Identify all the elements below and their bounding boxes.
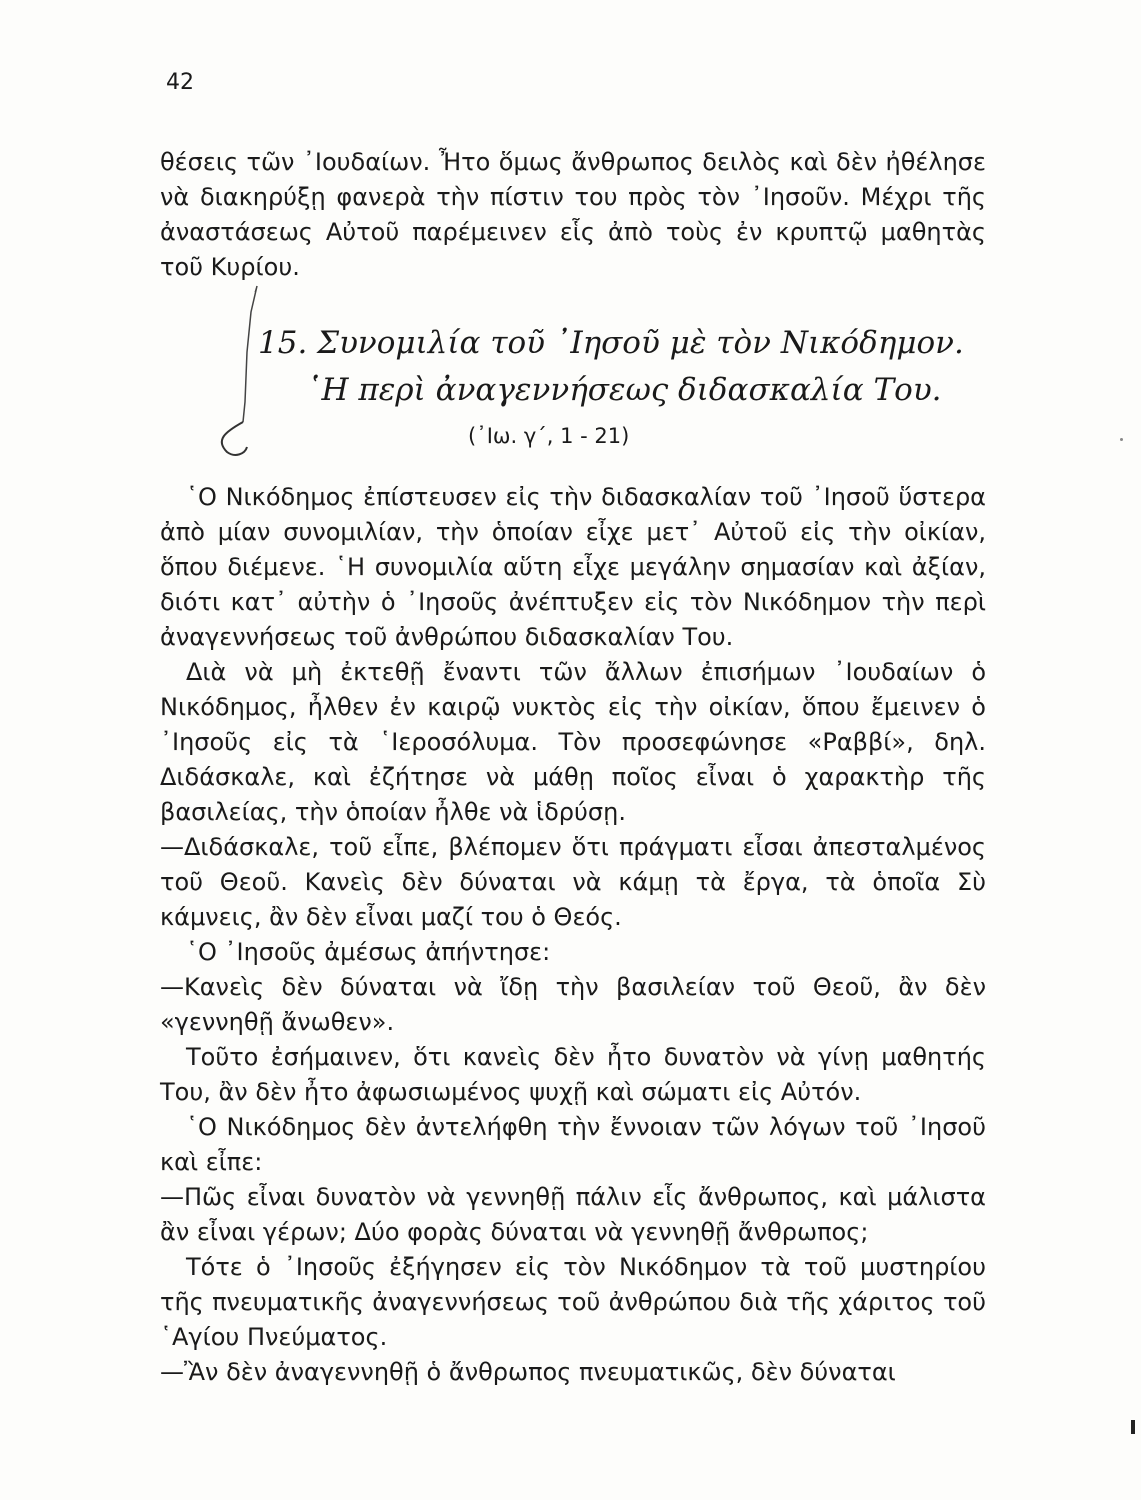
page-number: 42 [166,70,194,95]
paragraph: —Διδάσκαλε, τοῦ εἶπε, βλέπομεν ὅτι πράγματι εἶσαι ἀπεσταλμένος τοῦ Θεοῦ. Κανεὶς δὲν δύναται νὰ κάμῃ τὰ ἔργα, τὰ ὁποῖα Σὺ κάμνεις, ἂν δὲν εἶναι μαζί του ὁ Θεός. [160,833,986,931]
intro-text [160,145,986,285]
paragraph: ῾Ο ᾽Ιησοῦς ἀμέσως ἀπήντησε: [186,938,551,966]
section-heading [258,320,964,448]
paragraph: —Κανεὶς δὲν δύναται νὰ ἴδῃ τὴν βασιλείαν τοῦ Θεοῦ, ἂν δὲν «γεννηθῇ ἄνωθεν». [160,973,986,1036]
intro-paragraph: θέσεις τῶν ᾽Ιουδαίων. Ἦτο ὅμως ἄνθρωπος δειλὸς καὶ δὲν ἠθέλησε νὰ διακηρύξῃ φανερὰ τὴν πίστιν του πρὸς τὸν ᾽Ιησοῦν. Μέχρι τῆς ἀναστάσεως Αὐτοῦ παρέμεινεν εἷς ἀπὸ τοὺς ἐν κρυπτῷ μαθητὰς τοῦ Κυρίου. [160,148,986,281]
paragraph: ῾Ο Νικόδημος δὲν ἀντελήφθη τὴν ἔννοιαν τῶν λόγων τοῦ ᾽Ιησοῦ καὶ εἶπε: [160,1113,986,1176]
section-title: 15. Συνομιλία τοῦ ᾽Ιησοῦ μὲ τὸν Νικόδημον. [258,325,964,361]
scan-speck [1131,1420,1135,1434]
main-text [160,480,986,1390]
section-subtitle: ῾Η περὶ ἀναγεννήσεως διδασκαλία Του. [306,372,942,408]
paragraph: Τοῦτο ἐσήμαινεν, ὅτι κανεὶς δὲν ἦτο δυνατὸν νὰ γίνῃ μαθητής Του, ἂν δὲν ἦτο ἀφωσιωμένος ψυχῇ καὶ σώματι εἰς Αὐτόν. [160,1043,986,1106]
paragraph: Διὰ νὰ μὴ ἐκτεθῇ ἔναντι τῶν ἄλλων ἐπισήμων ᾽Ιουδαίων ὁ Νικόδημος, ἦλθεν ἐν καιρῷ νυκτὸς εἰς τὴν οἰκίαν, ὅπου ἔμεινεν ὁ ᾽Ιησοῦς εἰς τὰ ῾Ιεροσόλυμα. Τὸν προσεφώνησε «Ραββί», δηλ. Διδάσκαλε, καὶ ἐζήτησε νὰ μάθῃ ποῖος εἶναι ὁ χαρακτὴρ τῆς βασιλείας, τὴν ὁποίαν ἦλθε νὰ ἱδρύσῃ. [160,658,986,826]
paragraph: —Πῶς εἶναι δυνατὸν νὰ γεννηθῇ πάλιν εἷς ἄνθρωπος, καὶ μάλιστα ἂν εἶναι γέρων; Δύο φορὰς δύναται νὰ γεννηθῇ ἄνθρωπος; [160,1183,986,1246]
paragraph: ῾Ο Νικόδημος ἐπίστευσεν εἰς τὴν διδασκαλίαν τοῦ ᾽Ιησοῦ ὕστερα ἀπὸ μίαν συνομιλίαν, τὴν ὁποίαν εἶχε μετ᾽ Αὐτοῦ εἰς τὴν οἰκίαν, ὅπου διέμενε. ῾Η συνομιλία αὕτη εἶχε μεγάλην σημασίαν καὶ ἀξίαν, διότι κατ᾽ αὐτὴν ὁ ᾽Ιησοῦς ἀνέπτυξεν εἰς τὸν Νικόδημον τὴν περὶ ἀναγεννήσεως τοῦ ἀνθρώπου διδασκαλίαν Του. [160,483,986,651]
paragraph: —Ἂν δὲν ἀναγεννηθῇ ὁ ἄνθρωπος πνευματικῶς, δὲν δύναται [160,1358,896,1386]
pencil-margin-mark [185,282,265,462]
scripture-reference: (᾽Ιω. γ΄, 1 - 21) [468,424,630,448]
paragraph: Τότε ὁ ᾽Ιησοῦς ἐξήγησεν εἰς τὸν Νικόδημον τὰ τοῦ μυστηρίου τῆς πνευματικῆς ἀναγεννήσεως τοῦ ἀνθρώπου διὰ τῆς χάριτος τοῦ ῾Αγίου Πνεύματος. [160,1253,986,1351]
scan-speck [1120,438,1123,441]
